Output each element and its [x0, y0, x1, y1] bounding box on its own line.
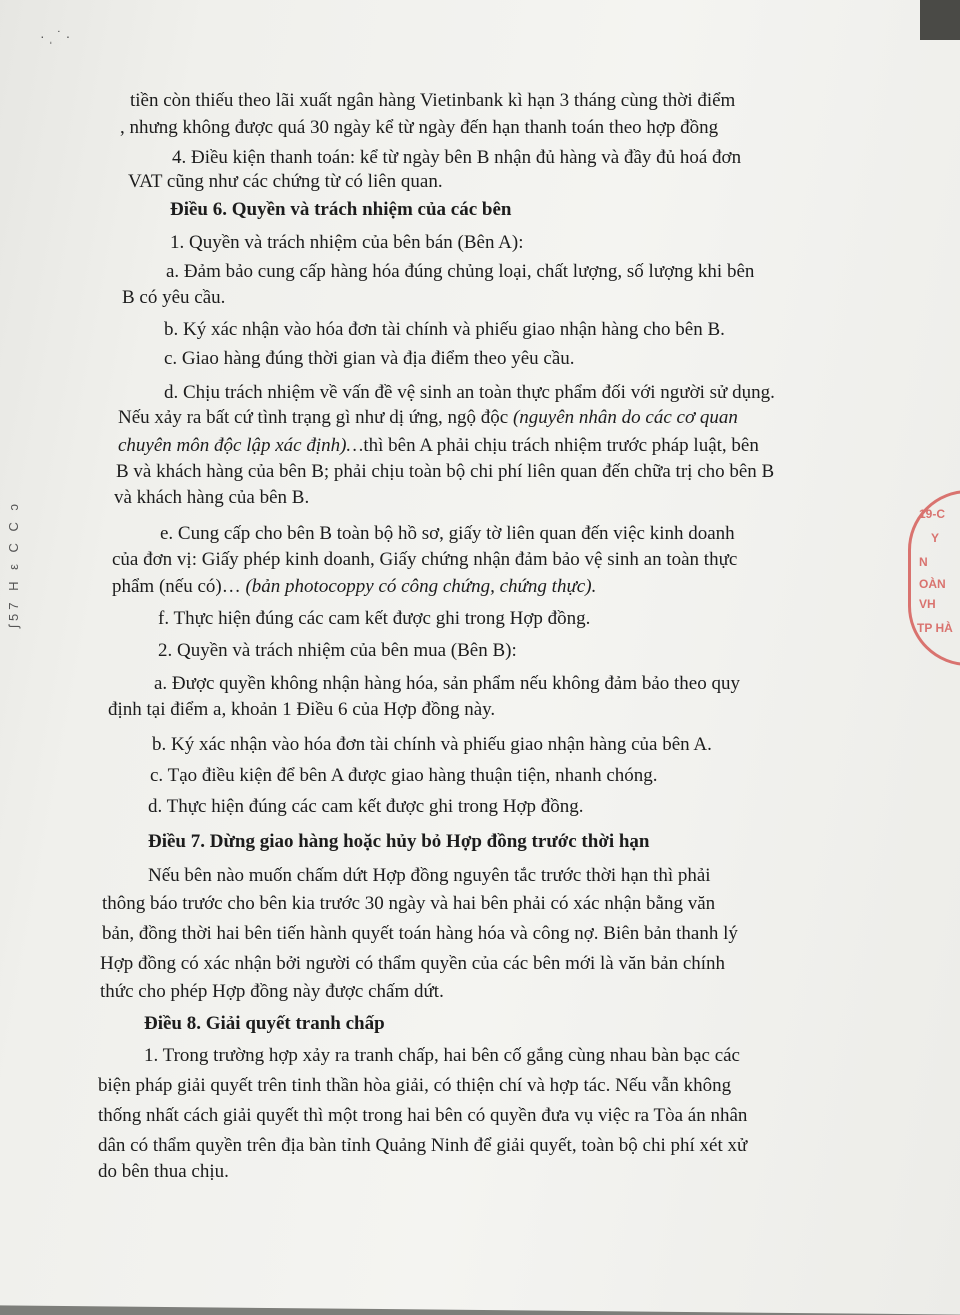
text-line — [118, 406, 738, 430]
text-line: VAT cũng như các chứng từ có liên quan. — [128, 171, 443, 192]
text-line: b. Ký xác nhận vào hóa đơn tài chính và phiếu giao nhận hàng của bên A. — [152, 734, 712, 755]
stamp-text: VH — [919, 597, 936, 611]
stamp-text: TP HÀ — [917, 621, 953, 635]
text-line: b. Ký xác nhận vào hóa đơn tài chính và phiếu giao nhận hàng cho bên B. — [164, 319, 725, 340]
italic-span: (bản photocoppy có công chứng, chứng thực). — [245, 576, 597, 597]
text-line: e. Cung cấp cho bên B toàn bộ hồ sơ, giấy tờ liên quan đến việc kinh doanh — [160, 523, 735, 544]
text-line: a. Được quyền không nhận hàng hóa, sản phẩm nếu không đảm bảo theo quy — [154, 673, 740, 694]
text-line: 2. Quyền và trách nhiệm của bên mua (Bên B): — [158, 640, 517, 661]
text-line: f. Thực hiện đúng các cam kết được ghi trong Hợp đồng. — [158, 608, 591, 629]
text-line: dân có thẩm quyền trên địa bàn tỉnh Quảng Ninh để giải quyết, toàn bộ chi phí xét xử — [98, 1135, 748, 1156]
text-line: do bên thua chịu. — [98, 1161, 229, 1182]
text-line: B và khách hàng của bên B; phải chịu toàn bộ chi phí liên quan đến chữa trị cho bên B — [116, 461, 775, 482]
article-8-heading: Điều 8. Giải quyết tranh chấp — [144, 1013, 385, 1034]
stamp-text: 19-C — [919, 507, 946, 521]
text-line: d. Thực hiện đúng các cam kết được ghi trong Hợp đồng. — [148, 796, 584, 817]
text-line: a. Đảm bảo cung cấp hàng hóa đúng chủng loại, chất lượng, số lượng khi bên — [166, 261, 755, 282]
text-span: Nếu xảy ra bất cứ tình trạng gì như dị ứng, ngộ độc — [118, 407, 513, 428]
text-line: d. Chịu trách nhiệm về vấn đề vệ sinh an toàn thực phẩm đối với người sử dụng. — [164, 382, 775, 403]
text-line: định tại điểm a, khoản 1 Điều 6 của Hợp đồng này. — [108, 699, 496, 720]
text-line: và khách hàng của bên B. — [114, 487, 310, 508]
text-line: tiền còn thiếu theo lãi xuất ngân hàng Vietinbank kì hạn 3 tháng cùng thời điểm — [130, 90, 736, 111]
text-line: thức cho phép Hợp đồng này được chấm dứt. — [100, 981, 444, 1002]
text-line: 4. Điều kiện thanh toán: kể từ ngày bên B nhận đủ hàng và đầy đủ hoá đơn — [172, 147, 742, 168]
text-line: bản, đồng thời hai bên tiến hành quyết toán hàng hóa và công nợ. Biên bản thanh lý — [102, 923, 738, 944]
text-line: biện pháp giải quyết trên tinh thần hòa giải, có thiện chí và hợp tác. Nếu vẫn không — [98, 1075, 732, 1096]
stamp-text: N — [919, 555, 928, 569]
article-7-heading: Điều 7. Dừng giao hàng hoặc hủy bỏ Hợp đồng trước thời hạn — [148, 831, 650, 852]
text-line: 1. Quyền và trách nhiệm của bên bán (Bên A): — [170, 232, 524, 253]
italic-span: chuyên môn độc lập xác định)… — [118, 435, 364, 456]
text-line: Hợp đồng có xác nhận bởi người có thẩm quyền của các bên mới là văn bản chính — [100, 953, 726, 974]
text-line: c. Giao hàng đúng thời gian và địa điểm theo yêu cầu. — [164, 348, 575, 369]
text-line: B có yêu cầu. — [122, 287, 226, 308]
text-span: thì bên A phải chịu trách nhiệm trước pháp luật, bên — [363, 435, 759, 456]
text-line: c. Tạo điều kiện để bên A được giao hàng thuận tiện, nhanh chóng. — [150, 765, 658, 786]
top-margin-marks: · ˌ ˙ · — [40, 28, 71, 44]
text-line — [118, 434, 759, 458]
text-line: , nhưng không được quá 30 ngày kể từ ngày đến hạn thanh toán theo hợp đồng — [120, 117, 719, 138]
stamp-text: Y — [931, 531, 940, 545]
article-6-heading: Điều 6. Quyền và trách nhiệm của các bên — [170, 199, 512, 220]
text-line — [112, 575, 596, 599]
text-line: Nếu bên nào muốn chấm dứt Hợp đồng nguyên tắc trước thời hạn thì phải — [148, 865, 711, 886]
text-span: phẩm (nếu có)… — [112, 576, 246, 597]
text-line: thông báo trước cho bên kia trước 30 ngày và hai bên phải có xác nhận bằng văn — [102, 893, 716, 914]
text-line: thống nhất cách giải quyết thì một trong hai bên có quyền đưa vụ việc ra Tòa án nhân — [98, 1105, 748, 1126]
left-edge-marks: ʃ57 H ε C C ɔ — [6, 500, 21, 628]
text-line: 1. Trong trường hợp xảy ra tranh chấp, hai bên cố gắng cùng nhau bàn bạc các — [144, 1045, 740, 1066]
text-line: của đơn vị: Giấy phép kinh doanh, Giấy chứng nhận đảm bảo vệ sinh an toàn thực — [112, 549, 738, 570]
stamp-text: OÀN — [919, 577, 946, 591]
italic-span: (nguyên nhân do các cơ quan — [512, 407, 738, 428]
